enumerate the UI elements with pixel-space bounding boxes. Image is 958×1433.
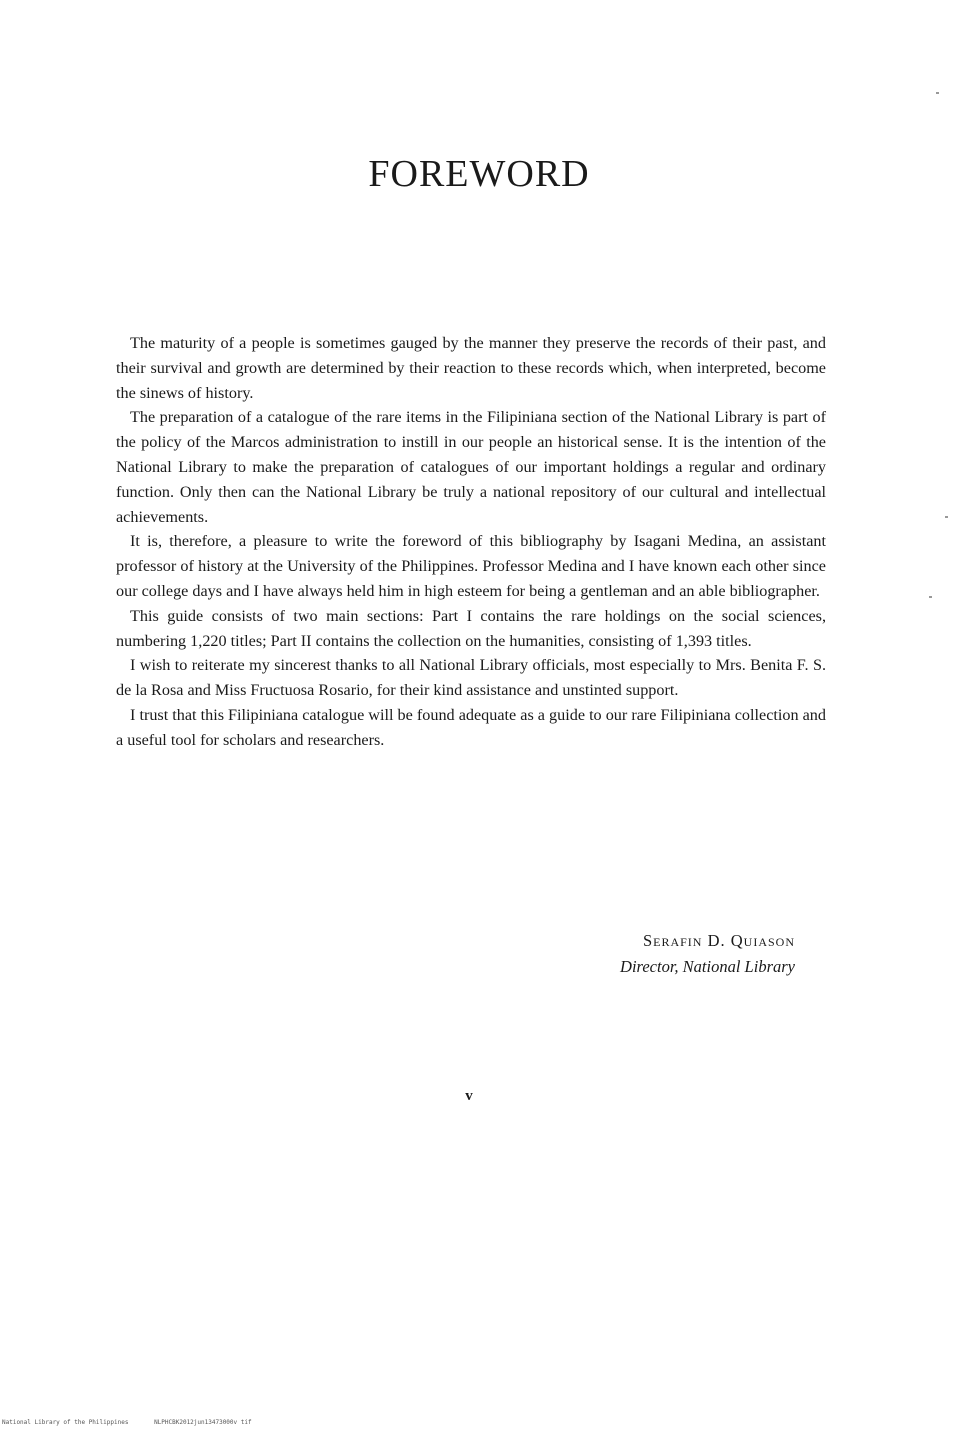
scan-speck [945,516,948,518]
page-title: FOREWORD [368,153,590,195]
paragraph-3: It is, therefore, a pleasure to write the foreword of this bibliography by Isagani Medina, an assistant professor of history at the University of the Philippines. Professor Medina and I have known each other since our college days and I have always held him in high esteem for being a gentleman and an able bibliographer. [116,532,826,600]
page-number: v [465,1088,473,1104]
signatory-name: Serafin D. Quiason [642,931,795,950]
foreword-body [116,331,826,753]
paragraph-2: The preparation of a catalogue of the rare items in the Filipiniana section of the National Library is part of the policy of the Marcos administration to instill in our people an historical sense. It is the intention of the National Library to make the preparation of catalogues of our important holdings a regular and ordinary function. Only then can the National Library be truly a national repository of our cultural and intellectual achievements. [116,408,826,526]
paragraph-1: The maturity of a people is sometimes gauged by the manner they preserve the records of their past, and their survival and growth are determined by their reaction to these records which, when interpreted, become the sinews of history. [116,334,826,402]
scan-speck [936,92,939,94]
signature-block [520,928,795,980]
scan-footer [2,1419,274,1426]
paragraph-4: This guide consists of two main sections: Part I contains the rare holdings on the social sciences, numbering 1,220 titles; Part II contains the collection on the humanities, consisting of 1,393 titles. [116,606,826,650]
signatory-title: Director, National Library [620,957,795,976]
paragraph-5: I wish to reiterate my sincerest thanks to all National Library officials, most especially to Mrs. Benita F. S. de la Rosa and Miss Fructuosa Rosario, for their kind assistance and unstinted support. [116,656,826,700]
paragraph-6: I trust that this Filipiniana catalogue will be found adequate as a guide to our rare Filipiniana collection and a useful tool for scholars and researchers. [116,705,826,749]
footer-file-id: NLPHCBK2012jun13473000v tif [154,1419,252,1426]
footer-source: National Library of the Philippines [2,1419,129,1426]
scan-speck [929,596,932,598]
